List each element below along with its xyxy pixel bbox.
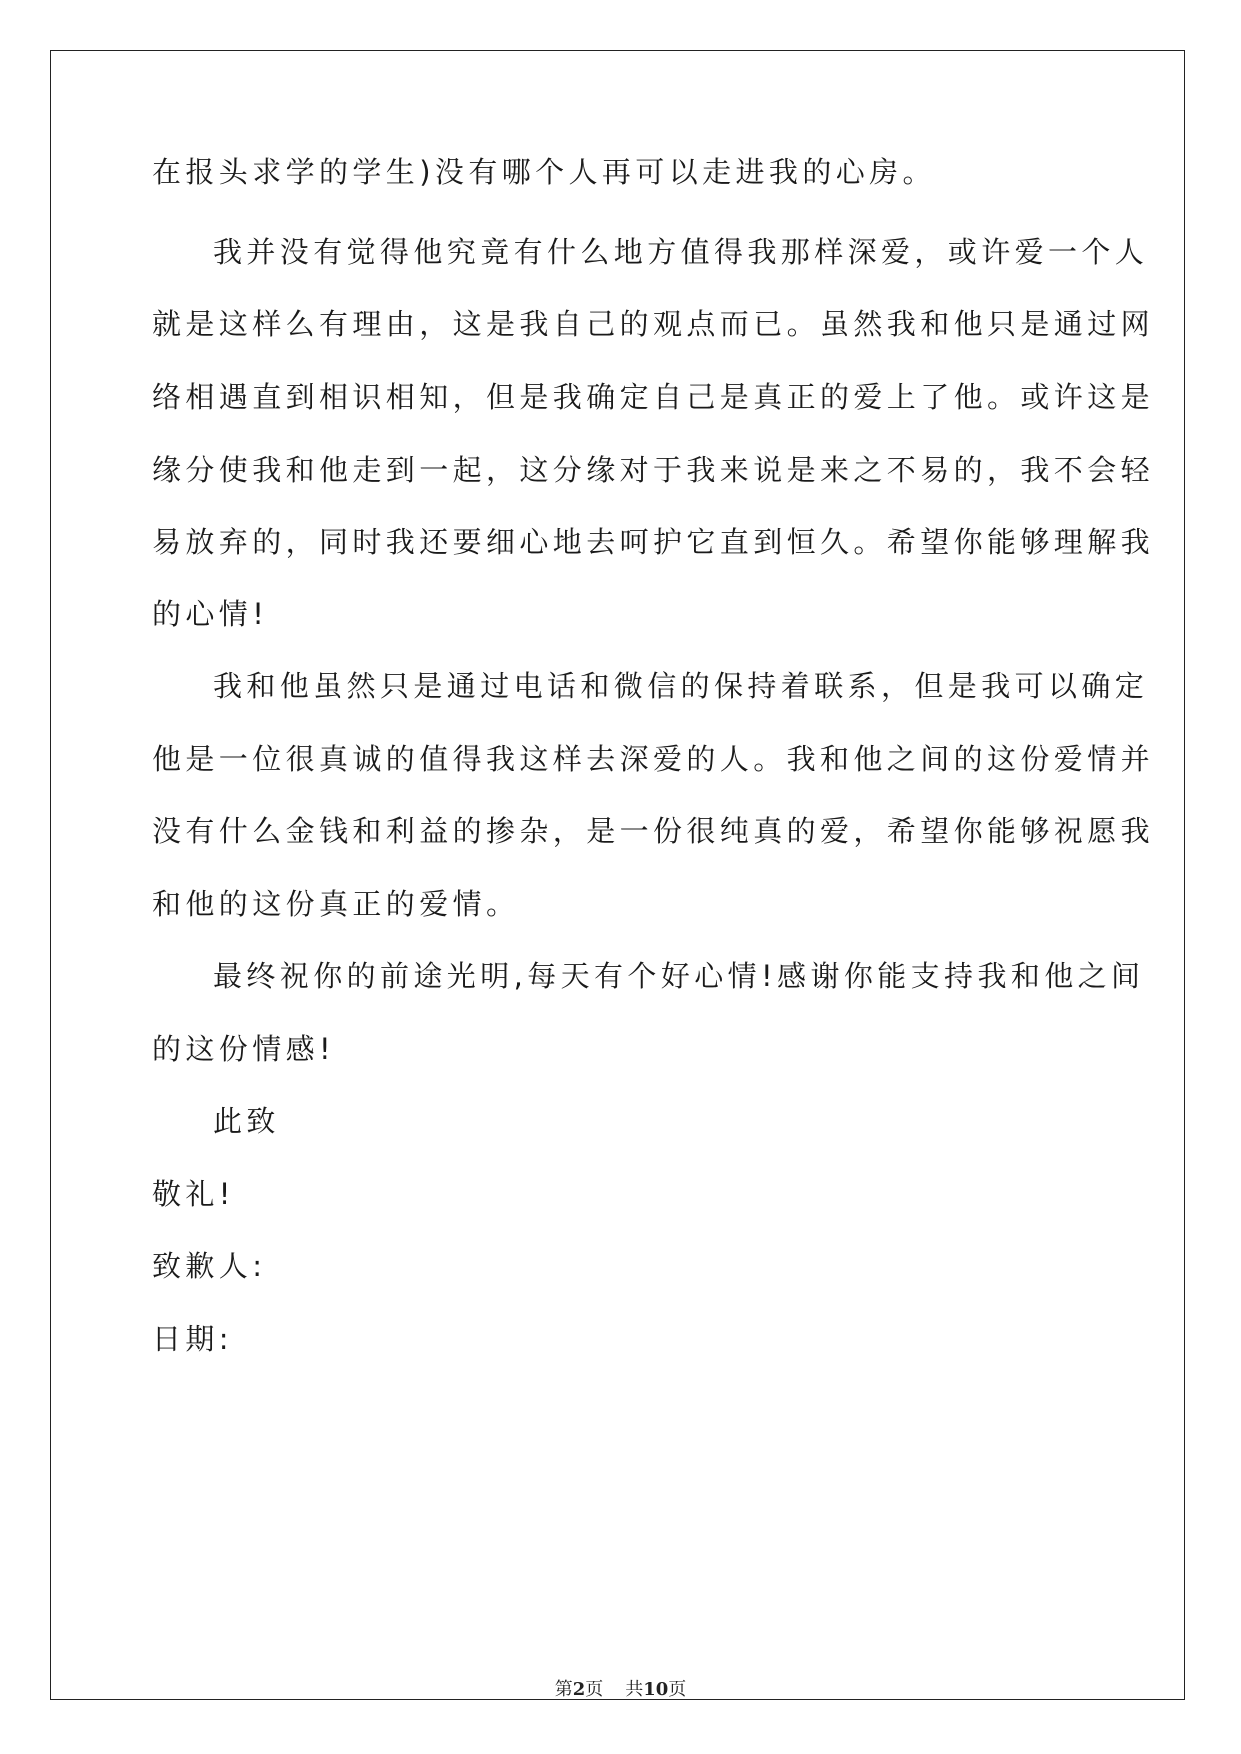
page-footer (0, 1678, 1241, 1702)
page-prefix: 第 (554, 1679, 573, 1700)
date-label: 日期: (152, 1322, 233, 1356)
body-line: 我和他虽然只是通过电话和微信的保持着联系，但是我可以确定 (213, 669, 1149, 703)
body-line: 络相遇直到相识相知，但是我确定自己是真正的爱上了他。或许这是 (152, 380, 1155, 414)
total-suffix: 页 (668, 1679, 687, 1700)
body-line: 在报头求学的学生)没有哪个人再可以走进我的心房。 (152, 155, 936, 189)
page-border (50, 50, 1185, 1700)
total-pages: 10 (643, 1679, 669, 1700)
page-suffix: 页 (585, 1679, 604, 1700)
body-line: 缘分使我和他走到一起，这分缘对于我来说是来之不易的，我不会轻 (152, 453, 1155, 487)
body-line: 的这份情感! (152, 1032, 336, 1066)
body-line: 他是一位很真诚的值得我这样去深爱的人。我和他之间的这份爱情并 (152, 742, 1155, 776)
body-line: 和他的这份真正的爱情。 (152, 887, 520, 921)
body-line: 的心情! (152, 597, 269, 631)
body-line: 最终祝你的前途光明,每天有个好心情!感谢你能支持我和他之间 (213, 959, 1145, 993)
body-line: 就是这样么有理由，这是我自己的观点而已。虽然我和他只是通过网 (152, 307, 1155, 341)
signer-label: 致歉人: (152, 1249, 267, 1283)
closing-salutation: 此致 (213, 1104, 280, 1138)
total-prefix: 共 (625, 1679, 644, 1700)
body-line: 易放弃的，同时我还要细心地去呵护它直到恒久。希望你能够理解我 (152, 525, 1155, 559)
body-line: 我并没有觉得他究竟有什么地方值得我那样深爱，或许爱一个人 (213, 235, 1149, 269)
body-line: 没有什么金钱和利益的掺杂，是一份很纯真的爱，希望你能够祝愿我 (152, 814, 1155, 848)
closing-respect: 敬礼! (152, 1177, 235, 1211)
page-number: 2 (572, 1679, 586, 1700)
